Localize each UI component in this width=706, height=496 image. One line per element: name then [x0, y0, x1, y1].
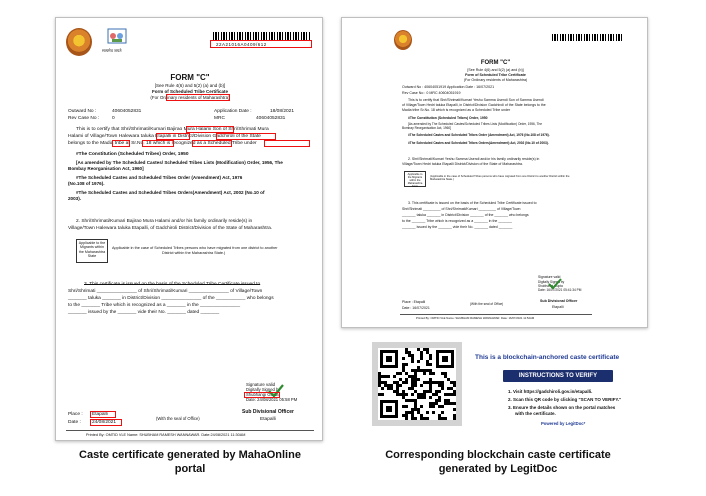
qr-module: [414, 417, 417, 420]
body-line-2: of Village/Town Hedri taluka Etapalli, in District/Division Gadchiroli of the State belongs to the: [402, 103, 546, 107]
orders-act-line: #The Scheduled Castes and Scheduled Tribes Orders(Amendment) Act, 2002 (No.10 of 2003).: [408, 141, 549, 145]
amended-line-1: [As amended by The Scheduled Castes/Scheduled Tribes Lists (Modification) Order, 1956, The: [408, 122, 543, 126]
qr-module: [429, 363, 432, 366]
qr-module: [420, 405, 423, 408]
qr-module: [441, 411, 444, 414]
serial-highlight: [142, 140, 174, 147]
amended-line-1: [As amended by The Scheduled Castes/ Scheduled Tribes Lists (Modification) Order, 1956, The: [76, 160, 283, 165]
verify-step-1: 1. Visit https://gadchiroli.gov.in/etapalli.: [508, 389, 593, 394]
qr-finder-bottom-left: [380, 400, 398, 418]
qr-module: [411, 360, 414, 363]
left-caption-line-1: Caste certificate generated by MahaOnline: [79, 449, 301, 461]
qr-code[interactable]: [378, 348, 456, 420]
qr-module: [453, 417, 456, 420]
village-highlight: [156, 133, 190, 140]
barcode: [552, 34, 622, 41]
mrc-value: 40604052831: [256, 116, 286, 121]
officer-place: Etapalli: [552, 305, 564, 309]
date-label: Date :: [68, 420, 81, 425]
officer-title: Sub Divisional Officer: [242, 409, 294, 415]
check-mark-icon: [548, 278, 562, 290]
qr-module: [432, 372, 435, 375]
place-value: Etapalli: [92, 412, 108, 417]
qr-module: [444, 417, 447, 420]
footer-divider: [66, 430, 314, 431]
body-line-1: This is to certify that Shri/Shrimati/Kumari Bajirao Mura Halami Son of Shri/Shrimati Mura: [76, 127, 269, 132]
rule-reference: [See Rule 4(6) and 5(2) (a) and (b)]: [467, 68, 524, 72]
form-subtitle: Form of Scheduled Tribe Certificate: [465, 73, 526, 77]
signature-date: Date: 16/07/2021 05:41:34 PM: [538, 288, 582, 292]
amended-line-2: Bombay Reorganisation Act, 1960]: [402, 126, 452, 130]
emblem-caption: सत्यमेव जयते: [102, 48, 122, 53]
instructions-badge: INSTRUCTIONS TO VERIFY: [503, 370, 613, 382]
applicable-box: [404, 171, 426, 187]
footer-divider: [400, 314, 592, 315]
body-line-2: Halami of Village/Town Halewara taluka Etapalli in District/Division Gadchiroli of the State: [68, 134, 261, 139]
signer-name: Shubhangi Gupta: [538, 284, 563, 288]
qr-module: [414, 384, 417, 387]
qr-module: [381, 393, 384, 396]
qr-module: [432, 405, 435, 408]
qr-module: [399, 372, 402, 375]
para3-line-5: _______ issued by the _______ vide their No. _______ dated _______: [402, 225, 513, 229]
para3-line-4: to the _______ Tribe which is recognized as a _______ in the _______________: [68, 303, 241, 308]
qr-module: [429, 396, 432, 399]
qr-module: [441, 387, 444, 390]
constitution-order-title: #The Constitution (Scheduled Tribes) Order, 1950: [76, 152, 189, 157]
para2-line-2: Village/Town Halewara taluka Etapalli, of Gadchiroli District/Division of the State of Maharashtra.: [68, 226, 273, 231]
applicable-box-text: Applicable to the Migrants within the Maharashtra State: [78, 241, 106, 259]
qr-module: [420, 357, 423, 360]
mahaonline-certificate: [55, 17, 323, 441]
verify-step-3b: with the certificate.: [515, 411, 556, 416]
amendment-act-line-2: (No.108 of 1976).: [68, 181, 105, 186]
officer-title: Sub Divisional Officer: [540, 299, 578, 303]
date-highlight: [90, 419, 122, 426]
constitution-order-title: #The Constitution (Scheduled Tribes) Order, 1950: [408, 116, 488, 120]
qr-module: [432, 411, 435, 414]
qr-module: [387, 375, 390, 378]
date-value: 24/08/2021: [92, 420, 117, 425]
amended-line-2: Bombay Reorganisation Act, 1960]: [68, 166, 144, 171]
form-title: FORM "C": [170, 73, 210, 82]
left-caption-line-2: portal: [174, 463, 206, 476]
amendment-act-line-1: #The Scheduled Castes and Scheduled Tribes Order (Amendment) Act, 1976: [76, 175, 243, 180]
place-line: Place : Etapalli: [402, 300, 426, 304]
application-date-value: 18/08/2021: [270, 109, 295, 114]
residence-highlight: [166, 94, 230, 101]
para2-line-2: Village/Town Hedri taluka Etapalli District/Division of the State of Maharashtra.: [402, 162, 523, 166]
rule-reference: [See Rule 4(6) and 5(2) (a) and (b)]: [154, 83, 226, 88]
digitally-signed-label: Digitally Signed by: [246, 387, 281, 392]
right-caption: [348, 448, 648, 477]
rev-case-line: Rev Case No : 0 MRC 40604051919: [402, 91, 461, 95]
signature-date: Date: 24/08/2021 05:58 PM: [246, 397, 298, 402]
digitally-signed-label: Digitally Signed by: [538, 280, 565, 284]
form-title: FORM "C": [480, 60, 511, 66]
qr-module: [426, 411, 429, 414]
qr-module: [402, 357, 405, 360]
place-label: Place :: [68, 412, 83, 417]
recognized-highlight: [192, 140, 232, 147]
qr-module: [453, 408, 456, 411]
qr-module: [405, 381, 408, 384]
qr-module: [423, 372, 426, 375]
applicable-text-1: Applicable in the case of Scheduled Tribes persons who have migrated from one district to another: [112, 246, 278, 250]
powered-by: Powered by LegitDoc*: [541, 421, 586, 426]
body-line-1: This is to certify that Shri/Shrimati/Kumari Yeshu Samma Usendi Son of Samma Usendi: [408, 98, 544, 102]
seal-note: (With the seal of Office): [470, 302, 504, 306]
qr-module: [429, 357, 432, 360]
orders-act-line-1: #The Scheduled Castes and Scheduled Tribes Orders(Amendment) Act, 2002 (No.10 of: [76, 190, 265, 195]
verify-step-2: 2. Scan this QR code by clicking "SCAN TO VERIFY.": [508, 397, 622, 402]
qr-module: [393, 375, 396, 378]
para3-line-2: Shri/Shrimati _______________ of Shri/Shrimati/Kumari _______________ of Village/Town: [68, 289, 263, 294]
qr-module: [405, 417, 408, 420]
orders-act-line-2: 2003).: [68, 196, 82, 201]
form-subtitle: Form of Scheduled Tribe Certificate: [151, 89, 228, 94]
para2-line-1: 2. Shri/Shrimati/Kumari Yeshu Samma Usendi and/or his family ordinarily reside(s) in: [408, 157, 540, 161]
para3-line-3: _______ taluka _______ in District/Division _______ of the _______ who belongs: [402, 213, 529, 217]
signer-name: Shubhangi Gupta: [246, 392, 279, 397]
qr-module: [405, 393, 408, 396]
signer-highlight: [244, 392, 280, 398]
qr-module: [411, 393, 414, 396]
signature-valid-label: Signature valid: [246, 382, 276, 387]
body-line-3: belongs to the Madia tribe at Sr.No. 18 which is recognized as a Scheduled Tribe under: [68, 141, 257, 146]
qr-finder-top-right: [436, 350, 454, 368]
rev-case-label: Rev Case No :: [68, 116, 100, 121]
qr-module: [420, 384, 423, 387]
outward-value: 40604052831: [112, 109, 142, 114]
outward-label: Outward No :: [68, 109, 97, 114]
qr-module: [405, 363, 408, 366]
qr-module: [423, 396, 426, 399]
qr-module: [438, 399, 441, 402]
blockchain-heading: This is a blockchain-anchored caste certificate: [475, 354, 620, 361]
ordinary-residents-note: (For Ordinary residents of Maharashtra): [463, 78, 528, 82]
date-line: Date : 16/07/2021: [402, 306, 430, 310]
para3-line-1: 3. This certificate is issued on the basis of the Scheduled Tribe Certificate issued to: [408, 201, 537, 205]
applicable-text-2: District within the Maharashtra State.): [162, 251, 226, 255]
mrc-label: MRC: [214, 116, 225, 121]
qr-module: [453, 393, 456, 396]
verify-step-3a: 3. Ensure the details shown on the portal matches: [508, 405, 616, 410]
para3-line-4: to the _______ Tribe which is recognized as a _______ in the _______: [402, 219, 512, 223]
seal-note: (With the seal of Office): [156, 416, 200, 421]
qr-finder-top-left: [380, 350, 398, 368]
qr-module: [417, 378, 420, 381]
qr-module: [438, 390, 441, 393]
qr-module: [417, 360, 420, 363]
print-footer: Printed By: OMTID VLE Name: SHUBHAM RAMESH WANNAWAR. Date:24/08/2021 11:30AM: [86, 433, 246, 437]
body-line-3: Madia tribe Sr.No. 18 which is recognized as a Scheduled Tribe under: [402, 108, 511, 112]
para3-line-2: Shri/Shrimati _________ of Shri/Shrimati/Kumari _________ of Village/Town: [402, 207, 521, 211]
right-caption-line-1: Corresponding blockchain caste certificate: [385, 449, 611, 461]
para3-line-1: 3. This certificate is issued on the basis of the Scheduled Tribe Certificate issued to: [84, 282, 261, 287]
qr-module: [441, 405, 444, 408]
qr-module: [453, 402, 456, 405]
district-highlight: [216, 133, 276, 140]
signature-valid-label: Signature valid: [538, 275, 561, 279]
qr-module: [405, 405, 408, 408]
amendment-act-line: #The Scheduled Castes and Scheduled Tribes Order (Amendment) Act, 1976 (No.108 of 1976).: [408, 133, 550, 137]
national-emblem-icon: [104, 27, 130, 49]
scheduled-tribe-highlight: [264, 140, 310, 147]
barcode-highlight: [210, 40, 312, 48]
left-caption: [50, 448, 330, 477]
qr-module: [381, 387, 384, 390]
right-caption-line-2: generated by LegitDoc: [438, 463, 558, 476]
place-highlight: [90, 411, 116, 418]
para3-line-5: _______ issued by the _______ vide their No. _______ dated _______: [68, 310, 220, 315]
application-date-label: Application Date :: [214, 109, 252, 114]
tribe-highlight: [112, 140, 130, 147]
qr-module: [426, 417, 429, 420]
para3-line-3: _______ taluka _______ in District/Division _______________ of the ___________ who belongs: [68, 296, 274, 301]
maharashtra-seal-icon: [66, 28, 92, 56]
name-highlight: [186, 126, 234, 133]
barcode-number: 22A21016A0409/612: [216, 42, 267, 47]
applicable-box-text: Applicable to the Migrants within the Maharashtra State: [407, 173, 423, 189]
applicable-text: (Applicable in the case of Scheduled Tribes persons who have migrated from one District to another District within the Maharashtra State.): [430, 175, 570, 182]
applicable-box: [76, 239, 108, 263]
maharashtra-seal-icon: [394, 30, 412, 50]
print-footer: Printed By: OMTID VLE Name: SHUBHAM RAMESH WANNAWAR. Date: 16/07/2021 11:52AM: [416, 316, 535, 320]
qr-module: [453, 384, 456, 387]
rev-case-value: 0: [112, 116, 115, 121]
qr-code-panel: [372, 342, 462, 426]
qr-module: [399, 384, 402, 387]
para2-line-1: 2. Shri/Shrimati/Kumari Bajirao Mura Halami and/or his family ordinarily reside(s) in: [76, 219, 253, 224]
outward-line: Outward No : 40604051919 Application Date : 16/07/2021: [402, 85, 495, 89]
ordinary-residents-note: (For Ordinary residents of Maharashtra): [150, 95, 230, 100]
legitdoc-certificate: [341, 17, 648, 328]
officer-place: Etapalli: [260, 417, 276, 422]
